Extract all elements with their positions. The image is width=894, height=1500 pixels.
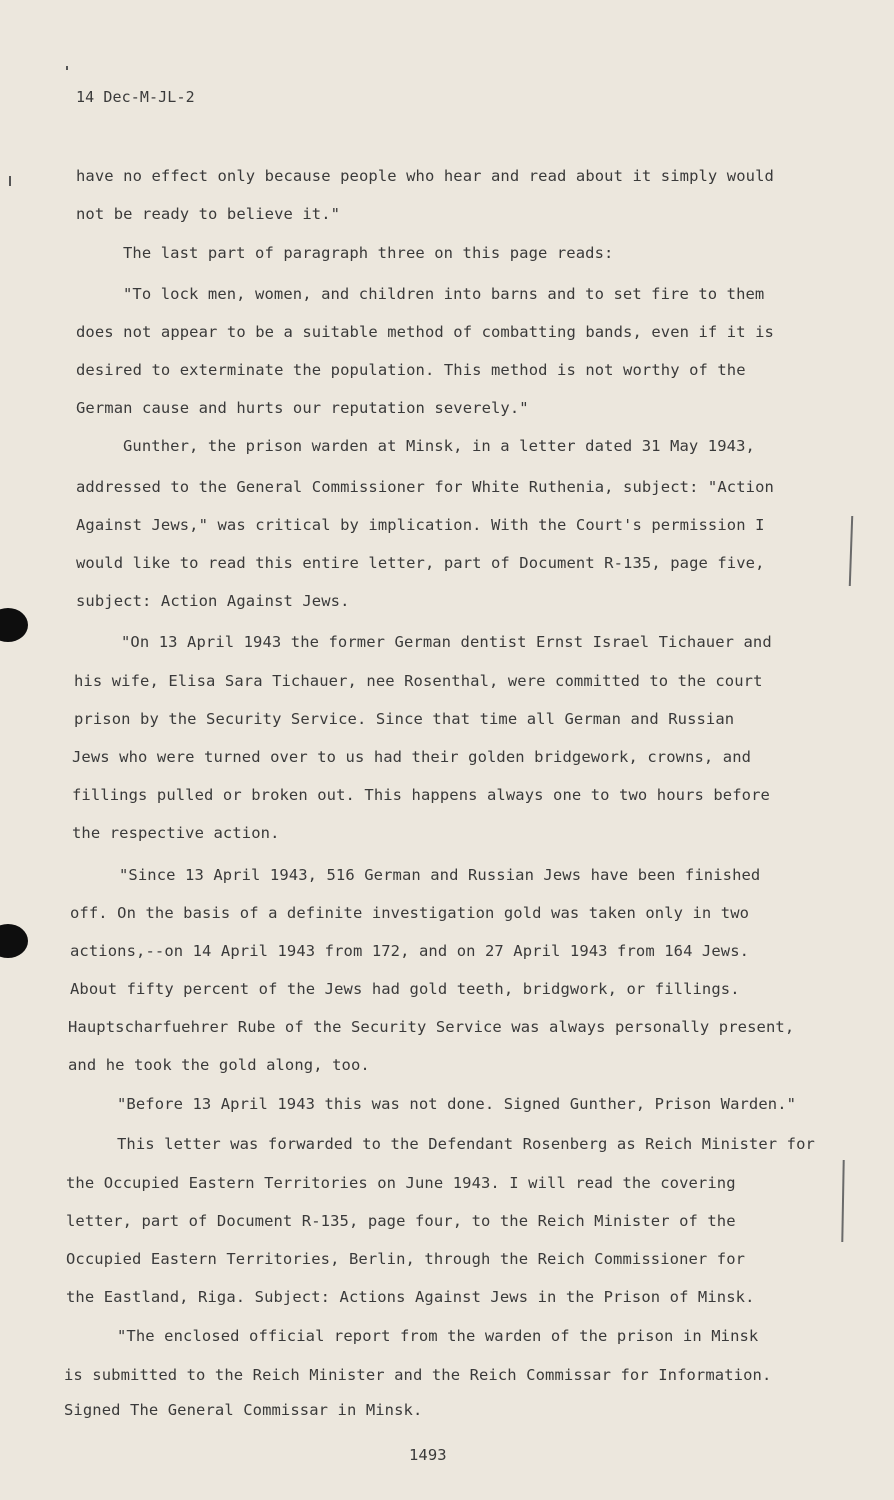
document-header: 14 Dec-M-JL-2 <box>76 88 195 106</box>
text-line: "To lock men, women, and children into barns and to set fire to them <box>123 285 765 303</box>
text-line: About fifty percent of the Jews had gold teeth, bridgwork, or fillings. <box>70 980 740 998</box>
text-line: and he took the gold along, too. <box>68 1056 370 1074</box>
text-line: not be ready to believe it." <box>76 205 341 223</box>
text-line: would like to read this entire letter, part of Document R-135, page five, <box>76 554 765 572</box>
text-line: "On 13 April 1943 the former German dentist Ernst Israel Tichauer and <box>121 633 772 651</box>
text-line: the Eastland, Riga. Subject: Actions Against Jews in the Prison of Minsk. <box>66 1288 755 1306</box>
text-line: Signed The General Commissar in Minsk. <box>64 1401 423 1419</box>
text-line: actions,--on 14 April 1943 from 172, and on 27 April 1943 from 164 Jews. <box>70 942 750 960</box>
text-line: the respective action. <box>72 824 280 842</box>
punch-hole-lower <box>0 924 28 958</box>
stray-mark-left <box>9 176 11 186</box>
text-line: the Occupied Eastern Territories on June 1943. I will read the covering <box>66 1174 736 1192</box>
stray-mark-top <box>66 66 68 70</box>
text-line: does not appear to be a suitable method of combatting bands, even if it is <box>76 323 774 341</box>
text-line: letter, part of Document R-135, page four, to the Reich Minister of the <box>66 1212 736 1230</box>
punch-hole-upper <box>0 608 28 642</box>
text-line: "Before 13 April 1943 this was not done. Signed Gunther, Prison Warden." <box>117 1095 797 1113</box>
text-line: Jews who were turned over to us had their golden bridgework, crowns, and <box>72 748 752 766</box>
text-line: Hauptscharfuehrer Rube of the Security Service was always personally present, <box>68 1018 795 1036</box>
text-line: Gunther, the prison warden at Minsk, in a letter dated 31 May 1943, <box>123 437 755 455</box>
margin-annotation-line-upper <box>849 516 853 586</box>
text-line: off. On the basis of a definite investigation gold was taken only in two <box>70 904 750 922</box>
text-line: Against Jews," was critical by implication. With the Court's permission I <box>76 516 765 534</box>
text-line: prison by the Security Service. Since that time all German and Russian <box>74 710 735 728</box>
text-line: is submitted to the Reich Minister and the Reich Commissar for Information. <box>64 1366 772 1384</box>
text-line: fillings pulled or broken out. This happens always one to two hours before <box>72 786 770 804</box>
text-line: subject: Action Against Jews. <box>76 592 350 610</box>
text-line: German cause and hurts our reputation severely." <box>76 399 529 417</box>
text-line: addressed to the General Commissioner for White Ruthenia, subject: "Action <box>76 478 774 496</box>
text-line: Occupied Eastern Territories, Berlin, through the Reich Commissioner for <box>66 1250 746 1268</box>
text-line: have no effect only because people who hear and read about it simply would <box>76 167 774 185</box>
text-line: The last part of paragraph three on this page reads: <box>123 244 614 262</box>
text-line: his wife, Elisa Sara Tichauer, nee Rosenthal, were committed to the court <box>74 672 763 690</box>
text-line: This letter was forwarded to the Defendant Rosenberg as Reich Minister for <box>117 1135 815 1153</box>
margin-annotation-line-lower <box>841 1160 844 1242</box>
text-line: desired to exterminate the population. This method is not worthy of the <box>76 361 746 379</box>
text-line: "The enclosed official report from the warden of the prison in Minsk <box>117 1327 759 1345</box>
page-number: 1493 <box>409 1446 447 1464</box>
text-line: "Since 13 April 1943, 516 German and Russian Jews have been finished <box>119 866 761 884</box>
